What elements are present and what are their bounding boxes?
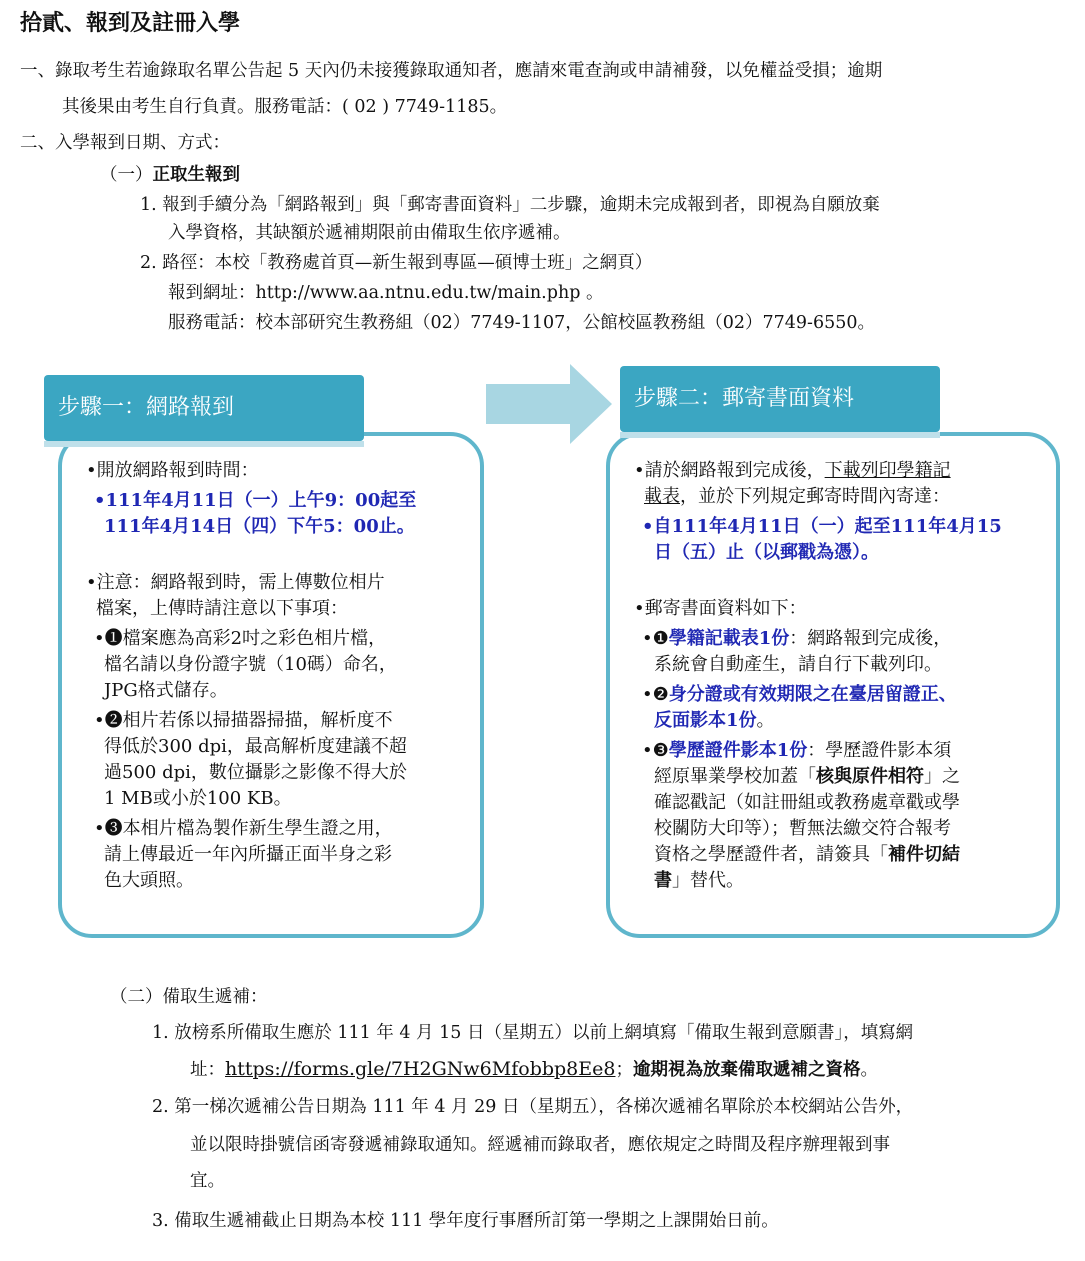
doc-2-title: 身分證或有效期限之在臺居留證正、 [668, 684, 957, 705]
item-2-url-line: 報到網址：http://www.aa.ntnu.edu.tw/main.php 。 [168, 283, 604, 303]
doc-3-text-b: 」之 [924, 766, 960, 787]
doc-3-emphasis-3: 書 [654, 870, 672, 891]
doc-3-line-2 [654, 764, 960, 790]
doc-3-desc: ：學歷證件影本須 [807, 740, 952, 761]
item-1-line-2: 入學資格，其缺額於遞補期限前由備取生依序遞補。 [168, 223, 571, 243]
photo-rule-2-line-4: 1 MB或小於100 KB。 [104, 788, 292, 809]
waitlist-form-link[interactable]: https://forms.gle/7H2GNw6Mfobbp8Ee8 [225, 1058, 616, 1080]
doc-2-bullet: •❷ [642, 684, 669, 705]
waitlist-item-2-line-1: 2. 第一梯次遞補公告日期為 111 年 4 月 29 日（星期五），各梯次遞補名單除於本校網站公告外， [152, 1097, 914, 1117]
photo-rule-2-line-1: •❷相片若係以掃描器掃描，解析度不 [94, 710, 393, 731]
waitlist-item-1-line-1: 1. 放榜系所備取生應於 111 年 4 月 15 日（星期五）以前上網填寫「備取生報到意願書」，填寫網 [152, 1023, 914, 1043]
photo-rule-1-line-2: 檔名請以身份證字號（10碼）命名， [104, 654, 397, 675]
photo-rule-3-line-2: 請上傳最近一年內所攝正面半身之彩 [104, 844, 392, 865]
item-1-line-1: 1. 報到手續分為「網路報到」與「郵寄書面資料」二步驟，逾期未完成報到者，即視為自願放棄 [140, 195, 880, 215]
mail-instruction-line-2 [644, 484, 950, 510]
para-2-heading: 二、入學報到日期、方式： [20, 133, 230, 153]
photo-rule-1-line-1: •❶檔案應為高彩2吋之彩色相片檔， [94, 628, 387, 649]
doc-3-line-1 [642, 738, 951, 764]
doc-3-line-3: 確認戳記（如註冊組或教務處章戳或學 [654, 792, 960, 813]
photo-rule-1-line-3: JPG格式儲存。 [104, 680, 228, 701]
waitlist-item-2-line-3: 宜。 [190, 1171, 225, 1191]
mail-date-start: •自111年4月11日（一）起至111年4月15 [642, 516, 1002, 537]
right-arrow-icon [486, 364, 612, 444]
open-time-label: •開放網路報到時間： [86, 460, 259, 481]
sub-heading-text: 正取生報到 [152, 165, 240, 185]
doc-3-text-a: 經原畢業學校加蓋「 [654, 766, 816, 787]
mail-date-end: 日（五）止（以郵戳為憑）。 [654, 542, 879, 563]
download-form-link-part-2[interactable]: 載表 [644, 486, 680, 507]
waitlist-item-3: 3. 備取生遞補截止日期為本校 111 學年度行事曆所訂第一學期之上課開始日前。 [152, 1211, 779, 1231]
photo-rule-3-line-1: •❸本相片檔為製作新生學生證之用， [94, 818, 393, 839]
sub-heading-prefix: （一） [100, 165, 153, 185]
doc-1-title: 學籍記載表1份 [668, 628, 790, 649]
mail-docs-label: •郵寄書面資料如下： [634, 598, 807, 619]
doc-1-line-1 [642, 626, 951, 652]
doc-3-bullet: •❸ [642, 740, 669, 761]
doc-1-line-2: 系統會自動產生，請自行下載列印。 [654, 654, 942, 675]
doc-1-desc: ：網路報到完成後， [789, 628, 952, 649]
url-label: 址： [190, 1060, 225, 1080]
doc-3-title: 學歷證件影本1份 [668, 740, 808, 761]
waitlist-item-2-line-2: 並以限時掛號信函寄發遞補錄取通知。經遞補而錄取者，應依規定之時間及程序辦理報到事 [190, 1135, 890, 1155]
doc-2-line-1 [642, 682, 957, 708]
mail-instruction-text: •請於網路報到完成後， [634, 460, 825, 481]
doc-3-line-4: 校關防大印等）；暫無法繳交符合報考 [654, 818, 951, 839]
doc-3-emphasis: 核與原件相符 [816, 766, 924, 787]
mail-instruction-text-2: ，並於下列規定郵寄時間內寄達： [680, 486, 950, 507]
waitlist-deadline-warning: 逾期視為放棄備取遞補之資格 [632, 1060, 861, 1080]
doc-3-emphasis-2: 補件切結 [888, 844, 960, 865]
item-2-line-1: 2. 路徑：本校「教務處首頁—新生報到專區—碩博士班」之網頁） [140, 253, 653, 273]
doc-3-text-d: 」替代。 [672, 870, 744, 891]
doc-3-text-c: 資格之學歷證件者，請簽具「 [654, 844, 888, 865]
doc-1-bullet: •❶ [642, 628, 669, 649]
photo-rule-2-line-3: 過500 dpi，數位攝影之影像不得大於 [104, 762, 407, 783]
note-line-2: 檔案，上傳時請注意以下事項： [96, 598, 348, 619]
item-2-phone-line: 服務電話：校本部研究生教務組（02）7749-1107，公館校區教務組（02）7749-6550。 [168, 313, 876, 333]
note-line-1: •注意：網路報到時，需上傳數位相片 [86, 572, 385, 593]
photo-rule-2-line-2: 得低於300 dpi，最高解析度建議不超 [104, 736, 407, 757]
doc-2-title-cont: 反面影本1份 [654, 710, 757, 731]
download-form-link-part-1[interactable]: 下載列印學籍記 [824, 460, 951, 481]
para-1-line-1: 一、錄取考生若逾錄取名單公告起 5 天內仍未接獲錄取通知者，應請來電查詢或申請補發，以免權益受損；逾期 [20, 61, 883, 81]
doc-3-line-6 [654, 868, 744, 894]
open-time-start: •111年4月11日（一）上午9：00起至 [94, 490, 417, 511]
doc-2-period: 。 [756, 710, 775, 731]
open-time-end: 111年4月14日（四）下午5：00止。 [104, 516, 415, 537]
period: 。 [860, 1060, 878, 1080]
mail-instruction-line-1 [634, 458, 951, 484]
section-title: 拾貳、報到及註冊入學 [20, 10, 241, 36]
photo-rule-3-line-3: 色大頭照。 [104, 870, 194, 891]
step-2-tab: 步驟二：郵寄書面資料 [620, 366, 940, 432]
waitlist-heading: （二）備取生遞補： [110, 987, 268, 1007]
doc-3-line-5 [654, 842, 960, 868]
waitlist-item-1-line-2 [190, 1056, 878, 1083]
para-1-line-2: 其後果由考生自行負責。服務電話：( 02 ) 7749-1185。 [62, 97, 508, 117]
semicolon: ； [615, 1060, 633, 1080]
doc-2-line-2 [654, 708, 775, 734]
sub-heading-regular [100, 162, 240, 188]
step-1-tab: 步驟一：網路報到 [44, 375, 364, 441]
